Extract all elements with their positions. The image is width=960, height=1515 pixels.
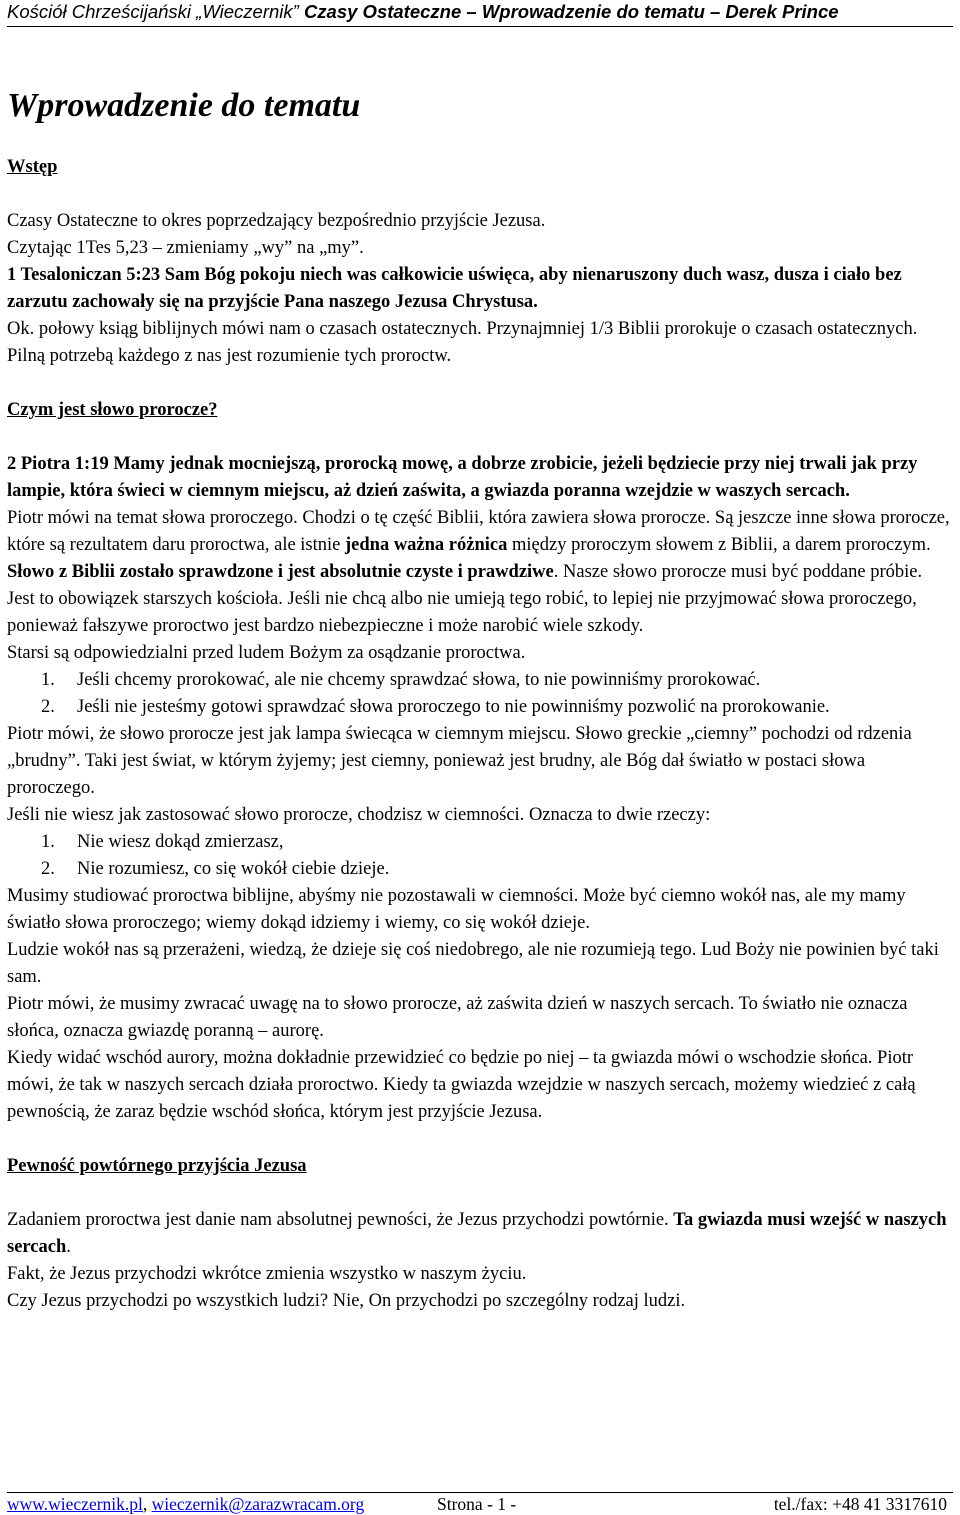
paragraph: Czy Jezus przychodzi po wszystkich ludzi? Nie, On przychodzi po szczególny rodzaj ludzi. bbox=[7, 1291, 686, 1311]
emphasis: Słowo z Biblii zostało sprawdzone i jest absolutnie czyste i prawdziwe bbox=[7, 562, 554, 582]
paragraph: Ok. połowy ksiąg biblijnych mówi nam o czasach ostatecznych. Przynajmniej 1/3 Biblii prorokuje o czasach ostatecznych. Pilną potrzebą każdego z nas jest rozumienie tych proroctw. bbox=[7, 319, 918, 366]
document-body bbox=[7, 154, 952, 1315]
emphasis: Ta gwiazda musi wzejść w naszych sercach bbox=[7, 1210, 947, 1257]
website-link[interactable]: www.wieczernik.pl bbox=[7, 1494, 143, 1514]
text-run: między proroczym słowem z Biblii, a darem proroczym. bbox=[507, 535, 931, 555]
text-run: Są jeszcze inne słowa prorocze, które są rezultatem daru proroctwa, ale istnie bbox=[7, 508, 950, 555]
section-heading-wstep: Wstęp bbox=[7, 157, 58, 177]
paragraph: Czytając 1Tes 5,23 – zmieniamy „wy” na „my”. bbox=[7, 238, 364, 258]
spacer bbox=[7, 181, 952, 208]
text-run: Zadaniem proroctwa jest danie nam absolutnej pewności, że Jezus przychodzi powtórnie. bbox=[7, 1210, 674, 1230]
list-item-text: Nie wiesz dokąd zmierzasz, bbox=[77, 832, 284, 852]
list-item-text: Jeśli chcemy prorokować, ale nie chcemy sprawdzać słowa, to nie powinniśmy prorokować. bbox=[77, 670, 761, 690]
list-item bbox=[7, 856, 952, 883]
list-item bbox=[7, 829, 952, 856]
paragraph bbox=[7, 505, 952, 640]
email-link[interactable]: wieczernik@zarazwracam.org bbox=[151, 1494, 365, 1514]
list-number: 1. bbox=[41, 670, 55, 690]
footer-separator: , bbox=[142, 1494, 152, 1514]
paragraph: Musimy studiować proroctwa biblijne, abyśmy nie pozostawali w ciemności. Może być ciemno wokół nas, ale my mamy światło słowa proroczego; wiemy dokąd idziemy i wiemy, co się wokół dzieje. bbox=[7, 886, 906, 933]
numbered-list bbox=[7, 667, 952, 721]
paragraph: Fakt, że Jezus przychodzi wkrótce zmienia wszystko w naszym życiu. bbox=[7, 1264, 527, 1284]
section-heading-pewnosc: Pewność powtórnego przyjścia Jezusa bbox=[7, 1156, 307, 1176]
paragraph: Czasy Ostateczne to okres poprzedzający bezpośrednio przyjście Jezusa. bbox=[7, 211, 546, 231]
bible-verse: 2 Piotra 1:19 Mamy jednak mocniejszą, prorocką mowę, a dobrze zrobicie, jeżeli będziecie przy niej trwali jak przy lampie, która świeci w ciemnym miejscu, aż dzień zaświta, a gwiazda poranna wzejdzie w waszych sercach. bbox=[7, 454, 918, 501]
paragraph bbox=[7, 1207, 952, 1261]
section-heading-slowo-prorocze: Czym jest słowo prorocze? bbox=[7, 400, 218, 420]
paragraph: Piotr mówi, że słowo prorocze jest jak lampa świecąca w ciemnym miejscu. Słowo greckie „ciemny” pochodzi od rdzenia „brudny”. Taki jest świat, w którym żyjemy; jest ciemny, ponieważ jest brudny, ale Bóg dał światło w postaci słowa proroczego. bbox=[7, 724, 912, 798]
document-header bbox=[7, 0, 953, 27]
paragraph: Jeśli nie wiesz jak zastosować słowo prorocze, chodzisz w ciemności. Oznacza to dwie rzeczy: bbox=[7, 805, 711, 825]
list-item-text: Nie rozumiesz, co się wokół ciebie dzieje. bbox=[77, 859, 390, 879]
paragraph: Ludzie wokół nas są przerażeni, wiedzą, że dzieje się coś niedobrego, ale nie rozumieją tego. Lud Boży nie powinien być taki sam. bbox=[7, 940, 939, 987]
list-item bbox=[7, 694, 952, 721]
page-number: Strona - 1 - bbox=[437, 1494, 517, 1514]
header-church-name: Kościół Chrześcijański „Wieczernik” bbox=[7, 1, 299, 22]
list-number: 2. bbox=[41, 697, 55, 717]
phone-number: tel./fax: +48 41 3317610 bbox=[773, 1494, 947, 1514]
numbered-list bbox=[7, 829, 952, 883]
spacer bbox=[7, 1180, 952, 1207]
text-run: . bbox=[66, 1237, 71, 1257]
header-topic: Czasy Ostateczne – Wprowadzenie do tematu – Derek Prince bbox=[303, 1, 839, 22]
document-footer bbox=[7, 1492, 953, 1515]
spacer bbox=[7, 370, 952, 397]
paragraph: Kiedy widać wschód aurory, można dokładnie przewidzieć co będzie po niej – ta gwiazda mówi o wschodzie słońca. Piotr mówi, że tak w naszych sercach działa proroctwo. Kiedy ta gwiazda wzejdzie w naszych sercach, możemy wiedzieć z całą pewnością, że zaraz będzie wschód słońca, którym jest przyjście Jezusa. bbox=[7, 1048, 916, 1122]
list-item bbox=[7, 667, 952, 694]
list-number: 2. bbox=[41, 859, 55, 879]
bible-verse: 1 Tesaloniczan 5:23 Sam Bóg pokoju niech was całkowicie uświęca, aby nienaruszony duch wasz, dusza i ciało bez zarzutu zachowały się na przyjście Pana naszego Jezusa Chrystusa. bbox=[7, 265, 902, 312]
spacer bbox=[7, 424, 952, 451]
paragraph: Starsi są odpowiedzialni przed ludem Bożym za osądzanie proroctwa. bbox=[7, 643, 526, 663]
list-number: 1. bbox=[41, 832, 55, 852]
spacer bbox=[7, 1126, 952, 1153]
emphasis: jedna ważna różnica bbox=[345, 535, 508, 555]
page-title: Wprowadzenie do tematu bbox=[7, 87, 361, 124]
text-run: . Nasze słowo prorocze musi być poddane próbie. Jest to obowiązek starszych kościoła. Jeśli nie chcą albo nie umieją tego robić, to lepiej nie przyjmować słowa proroczego, ponieważ fałszywe proroctwo jest bardzo niebezpieczne i może narobić wiele szkody. bbox=[7, 562, 923, 636]
paragraph: Piotr mówi, że musimy zwracać uwagę na to słowo prorocze, aż zaświta dzień w naszych sercach. To światło nie oznacza słońca, oznacza gwiazdę poranną – aurorę. bbox=[7, 994, 908, 1041]
text-run: Piotr mówi na temat słowa proroczego. Chodzi o tę część Biblii, która zawiera słowa prorocze. bbox=[7, 508, 711, 528]
list-item-text: Jeśli nie jesteśmy gotowi sprawdzać słowa proroczego to nie powinniśmy pozwolić na prorokowanie. bbox=[77, 697, 830, 717]
